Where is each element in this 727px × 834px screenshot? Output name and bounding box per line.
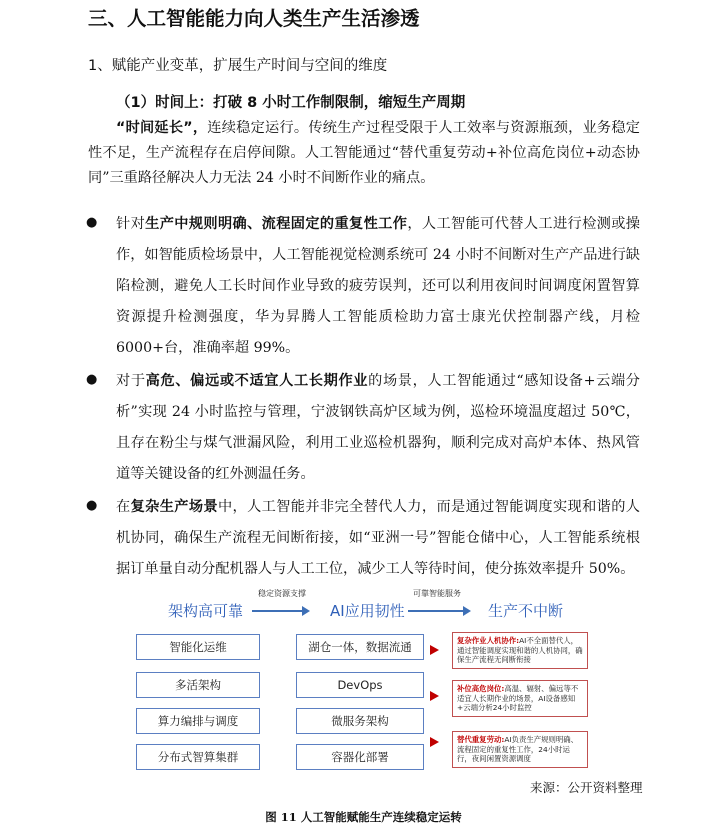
red-arrow-icon <box>430 691 439 701</box>
arrow2-head <box>463 606 471 616</box>
col2-item: 微服务架构 <box>296 708 424 734</box>
col3-item-label: 复杂作业人机协作: <box>457 636 520 645</box>
red-arrow-icon <box>430 645 439 655</box>
arrow1-head <box>302 606 310 616</box>
bullet-item <box>116 366 640 490</box>
bullet-text: 的场景，人工智能通过“感知设备+云端分析”实现 24 小时监控与管理，宁波钢铁高炉区域为例，巡检环境温度超过 50℃，且存在粉尘与煤气泄漏风险，利用工业巡检机器狗，顺利完成对高炉本体、热风管道等关键设备的红外测温任务。 <box>116 373 640 482</box>
subsection-heading: 1、赋能产业变革，扩展生产时间与空间的维度 <box>88 58 388 74</box>
bullet-icon: ● <box>86 498 98 513</box>
intro-paragraph <box>88 116 640 191</box>
bullet-text: 中，人工智能并非完全替代人力，而是通过智能调度实现和谐的人机协同，确保生产流程无间断衔接，如“亚洲一号”智能仓储中心，人工智能系统根据订单量自动分配机器人与人工工位，减少工人等待时间，使分拣效率提升 50%。 <box>116 499 640 577</box>
col3-item-label: 替代重复劳动: <box>457 735 505 744</box>
red-arrow-icon <box>430 737 439 747</box>
bullet-pre: 针对 <box>116 216 146 232</box>
arrow2-label: 可靠智能服务 <box>413 589 461 598</box>
bullet-item <box>116 209 640 364</box>
col1-item: 智能化运维 <box>136 634 260 660</box>
bullet-icon: ● <box>86 215 98 230</box>
col1-title: 架构高可靠 <box>168 602 244 620</box>
bullet-pre: 在 <box>116 499 131 515</box>
arrow2-line <box>408 610 463 612</box>
intro-text: 连续稳定运行。传统生产过程受限于人工效率与资源瓶颈，业务稳定性不足，生产流程存在启停间隙。人工智能通过“替代重复劳动+补位高危岗位+动态协同”三重路径解决人力无法 24 小时不间断作业的痛点。 <box>88 120 640 186</box>
col3-item-text: AI负责生产规则明确、流程固定的重复性工作，24小时运行，夜间闲置资源调度 <box>457 735 579 763</box>
bullet-item <box>116 492 640 585</box>
col3-title: 生产不中断 <box>488 602 564 620</box>
bullet-text: ，人工智能可代替人工进行检测或操作，如智能质检场景中，人工智能视觉检测系统可 24 小时不间断对生产产品进行缺陷检测，避免人工长时间作业导致的疲劳误判，还可以利用夜间时间调度闲置智算资源提升检测强度，华为昇腾人工智能质检助力富士康光伏控制器产线，月检 6000+台，准确率超 99%。 <box>116 216 640 356</box>
col2-title: AI应用韧性 <box>330 602 405 620</box>
col3-item-text: AI不全面替代人，通过智能调度实现和谐的人机协同，确保生产流程无间断衔接 <box>457 636 583 664</box>
bullet-bold: 生产中规则明确、流程固定的重复性工作 <box>145 216 408 232</box>
arrow1-line <box>252 610 302 612</box>
col1-item: 算力编排与调度 <box>136 708 260 734</box>
col2-item: DevOps <box>296 672 424 698</box>
col3-item <box>452 731 588 768</box>
col2-item: 湖仓一体，数据流通 <box>296 634 424 660</box>
figure <box>130 588 610 778</box>
bullet-icon: ● <box>86 372 98 387</box>
intro-bold: “时间延长”， <box>116 120 208 136</box>
col1-item: 分布式智算集群 <box>136 744 260 770</box>
col3-item-text: 高温、辐射、偏远等不适宜人长期作业的场景，AI设备感知+云端分析24小时监控 <box>457 684 579 712</box>
bullet-pre: 对于 <box>116 373 146 389</box>
col2-item: 容器化部署 <box>296 744 424 770</box>
bullet-bold: 高危、偏远或不适宜人工长期作业 <box>145 373 369 389</box>
col3-item <box>452 680 588 717</box>
section-heading: 三、人工智能能力向人类生产生活渗透 <box>88 7 420 30</box>
col1-item: 多活架构 <box>136 672 260 698</box>
figure-source: 来源：公开资料整理 <box>530 780 643 795</box>
bullet-bold: 复杂生产场景 <box>130 499 218 515</box>
figure-caption: 图 11 人工智能赋能生产连续稳定运转 <box>265 810 462 824</box>
subsubsection-heading: （1）时间上：打破 8 小时工作制限制，缩短生产周期 <box>116 95 466 111</box>
col3-item <box>452 632 588 669</box>
arrow1-label: 稳定资源支撑 <box>258 589 306 598</box>
col3-item-label: 补位高危岗位: <box>457 684 505 693</box>
